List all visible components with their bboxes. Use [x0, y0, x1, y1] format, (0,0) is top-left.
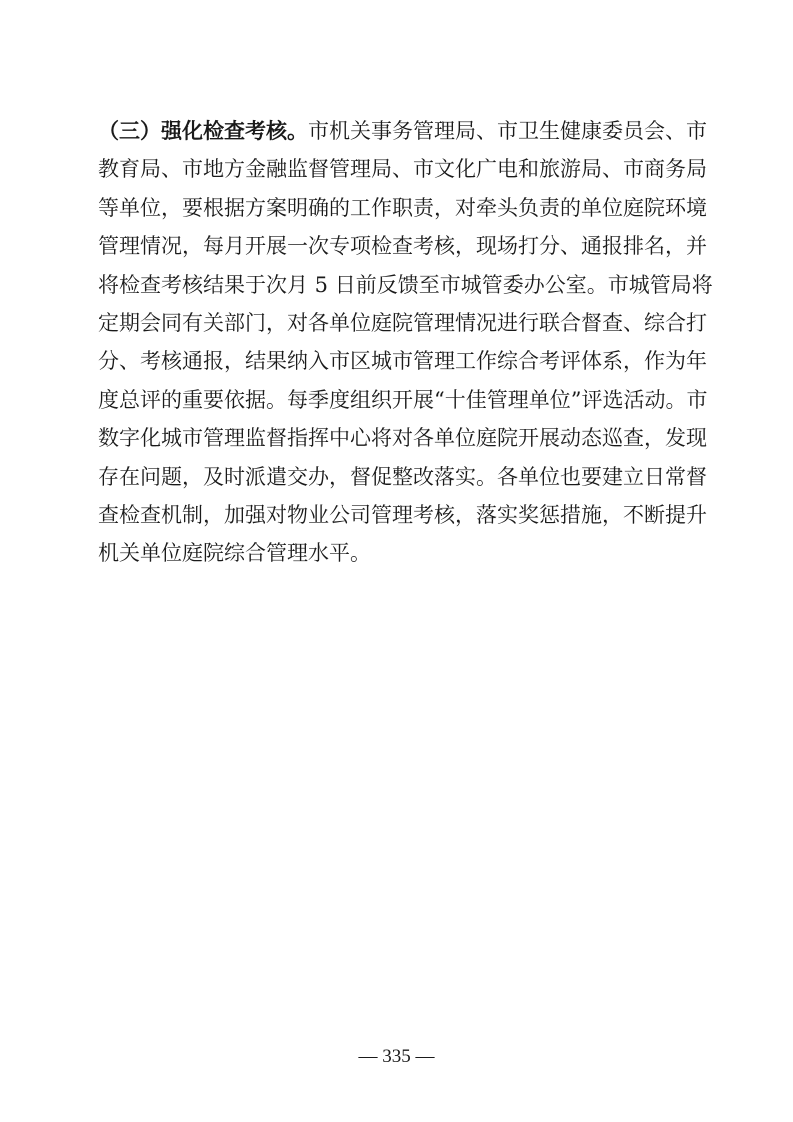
paragraph-line: 将检查考核结果于次月 5 日前反馈至市城管委办公室。市城管局将: [98, 272, 713, 297]
paragraph-line: 等单位，要根据方案明确的工作职责，对牵头负责的单位庭院环境: [98, 195, 707, 220]
first-line-text: 市机关事务管理局、市卫生健康委员会、市: [308, 119, 707, 143]
paragraph-line: 定期会同有关部门，对各单位庭院管理情况进行联合督查、综合打: [98, 310, 707, 335]
paragraph-line: 管理情况，每月开展一次专项检查考核，现场打分、通报排名，并: [98, 234, 707, 259]
paragraph-line: 教育局、市地方金融监督管理局、市文化广电和旅游局、市商务局: [98, 157, 707, 182]
body-paragraph: [98, 112, 713, 573]
paragraph-line: 数字化城市管理监督指挥中心将对各单位庭院开展动态巡查，发现: [98, 426, 707, 451]
paragraph-line: [98, 112, 707, 150]
paragraph-line: 度总评的重要依据。每季度组织开展“十佳管理单位”评选活动。市: [98, 387, 708, 412]
paragraph-line: 查检查机制，加强对物业公司管理考核，落实奖惩措施，不断提升: [98, 502, 707, 527]
section-heading: （三）强化检查考核。: [98, 118, 308, 143]
paragraph-line: 存在问题，及时派遣交办，督促整改落实。各单位也要建立日常督: [98, 464, 707, 489]
page-number: — 335 —: [358, 1046, 435, 1067]
paragraph-line: 分、考核通报，结果纳入市区城市管理工作综合考评体系，作为年: [98, 349, 707, 374]
paragraph-line-last: 机关单位庭院综合管理水平。: [98, 541, 371, 566]
